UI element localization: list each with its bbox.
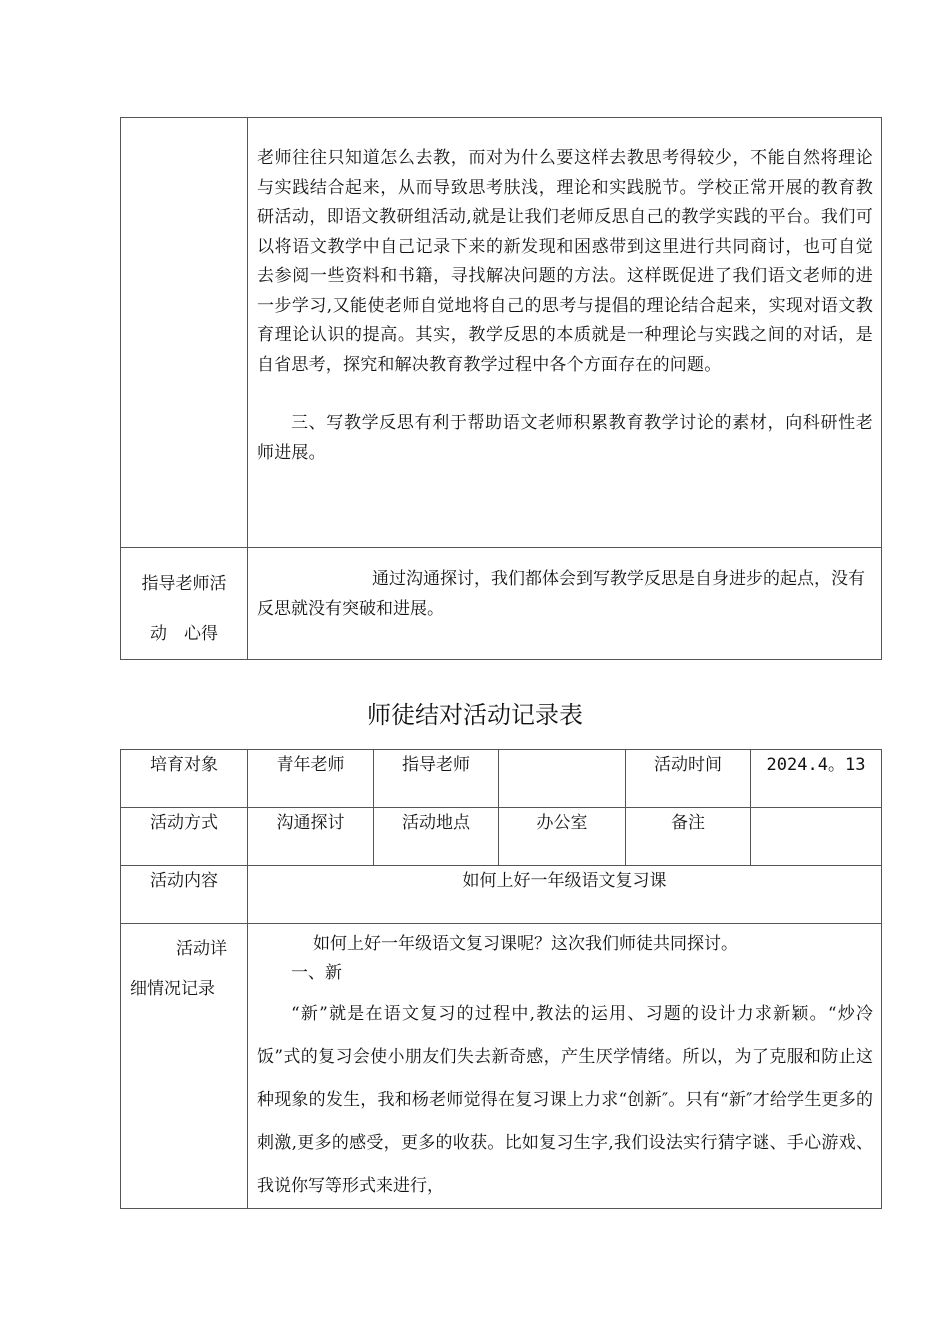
place-value: 办公室	[499, 808, 626, 866]
reflection-point-three: 三、写教学反思有利于帮助语文老师积累教育教学讨论的素材，向科研性老师进展。	[257, 413, 873, 463]
reflection-table	[120, 117, 882, 660]
note-label: 备注	[626, 808, 751, 866]
guide-teacher-label: 指导老师	[374, 750, 499, 808]
activity-time-value: 2024.4。13	[751, 750, 882, 808]
target-label: 培育对象	[121, 750, 248, 808]
guide-label-line1: 指导老师活	[141, 574, 227, 594]
form-title: 师徒结对活动记录表	[367, 701, 583, 729]
guide-label-line2: 动 心得	[150, 624, 218, 644]
detail-intro: 如何上好一年级语文复习课呢？这次我们师徒共同探讨。	[313, 934, 738, 954]
content-value: 如何上好一年级语文复习课	[248, 866, 882, 924]
note-value	[751, 808, 882, 866]
reflection-paragraph: 老师往往只知道怎么去教，而对为什么要这样去教思考得较少，不能自然将理论与实践结合起来，从而导致思考肤浅，理论和实践脱节。学校正常开展的教育教研活动，即语文教研组活动,就是让我们老师反思自己的教学实践的平台。我们可以将语文教学中自己记录下来的新发现和困惑带到这里进行共同商讨，也可自觉去参阅一些资料和书籍，寻找解决问题的方法。这样既促进了我们语文老师的进一步学习,又能使老师自觉地将自己的思考与提倡的理论结合起来，实现对语文教育理论认识的提高。其实，教学反思的本质就是一种理论与实践之间的对话，是自省思考，探究和解决教育教学过程中各个方面存在的问题。	[257, 148, 873, 375]
detail-label-line1: 活动详	[176, 939, 227, 959]
place-label: 活动地点	[374, 808, 499, 866]
guide-teacher-value	[499, 750, 626, 808]
guide-activity-text-cell	[248, 548, 882, 660]
detail-label-line2: 细情况记录	[130, 979, 215, 999]
mentoring-record-table	[120, 749, 882, 1209]
detail-point-one: 一、新	[291, 963, 342, 983]
empty-label-cell	[121, 118, 248, 548]
guide-activity-text: 通过沟通探讨，我们都体会到写教学反思是自身进步的起点，没有反思就没有突破和进展。	[257, 569, 865, 619]
reflection-content-cell	[248, 118, 882, 548]
activity-time-label: 活动时间	[626, 750, 751, 808]
guide-activity-label-cell	[121, 548, 248, 660]
detail-paragraph: “新”就是在语文复习的过程中,教法的运用、习题的设计力求新颖。“炒冷饭”式的复习会使小朋友们失去新奇感，产生厌学情绪。所以，为了克服和防止这种现象的发生，我和杨老师觉得在复习课上力求“创新″。只有“新″才给学生更多的刺激,更多的感受，更多的收获。比如复习生字,我们设法实行猜字谜、手心游戏、我说你写等形式来进行，	[257, 1004, 873, 1196]
detail-text-cell	[248, 924, 882, 1209]
detail-label-cell	[121, 924, 248, 1209]
method-value: 沟通探讨	[248, 808, 374, 866]
target-value: 青年老师	[248, 750, 374, 808]
content-label: 活动内容	[121, 866, 248, 924]
method-label: 活动方式	[121, 808, 248, 866]
